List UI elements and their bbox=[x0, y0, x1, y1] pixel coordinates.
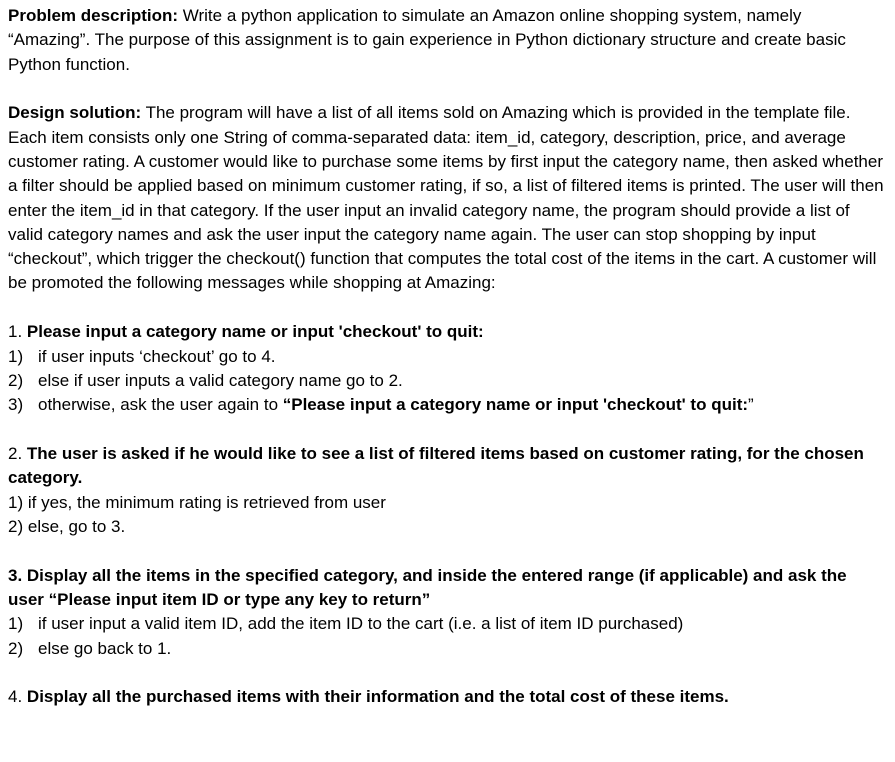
list-item-number: 1) bbox=[8, 492, 24, 512]
list-item bbox=[8, 369, 887, 393]
step-2-heading bbox=[8, 442, 887, 491]
step-1-title: Please input a category name or input 'checkout' to quit: bbox=[22, 322, 484, 342]
step-2-title: The user is asked if he would like to see a list of filtered items based on customer rating, for the chosen category. bbox=[8, 443, 864, 488]
step-1-heading bbox=[8, 320, 887, 344]
list-item-text: if yes, the minimum rating is retrieved from user bbox=[27, 492, 386, 512]
step-3-heading bbox=[8, 564, 887, 613]
list-item-number: 1) bbox=[8, 346, 24, 366]
step-4-number: 4. bbox=[8, 687, 23, 707]
step-4 bbox=[8, 685, 887, 709]
list-item-text bbox=[38, 393, 887, 417]
step-1-number: 1. bbox=[8, 322, 23, 342]
problem-text: Write a python application to simulate an Amazon online shopping system, namely “Amazing”. The purpose of this assignment is to gain experience in Python dictionary structure and create basic Python function. bbox=[8, 6, 846, 74]
list-item-text: else go back to 1. bbox=[38, 638, 172, 658]
list-item-text: else, go to 3. bbox=[27, 516, 126, 536]
list-item-post: ” bbox=[748, 395, 754, 415]
step-3 bbox=[8, 564, 887, 661]
list-item bbox=[8, 612, 887, 636]
problem-label: Problem description: bbox=[8, 6, 179, 25]
step-2-number: 2. bbox=[8, 443, 23, 463]
list-item-text: if user inputs ‘checkout’ go to 4. bbox=[38, 346, 276, 366]
step-3-title: 3. Display all the items in the specified category, and inside the entered range (if applicable) and ask the user “Please input item ID or type any key to return” bbox=[8, 565, 847, 609]
design-solution bbox=[8, 101, 887, 295]
list-item-number: 2) bbox=[8, 638, 24, 658]
step-2 bbox=[8, 442, 887, 539]
list-item bbox=[8, 345, 887, 369]
list-item-number: 2) bbox=[8, 370, 24, 390]
list-item-number: 1) bbox=[8, 614, 24, 634]
list-item-number: 3) bbox=[8, 395, 24, 415]
problem-description bbox=[8, 4, 887, 77]
list-item bbox=[8, 637, 887, 661]
list-item-text: if user input a valid item ID, add the item ID to the cart (i.e. a list of item ID purchased) bbox=[38, 614, 684, 634]
step-4-title: Display all the purchased items with their information and the total cost of these items. bbox=[22, 687, 729, 707]
list-item-number: 2) bbox=[8, 516, 24, 536]
list-item bbox=[8, 393, 887, 417]
design-label: Design solution: bbox=[8, 103, 142, 123]
list-item-pre: otherwise, ask the user again to bbox=[38, 395, 283, 415]
list-item bbox=[8, 491, 887, 515]
list-item bbox=[8, 515, 887, 539]
step-1 bbox=[8, 320, 887, 417]
list-item-bold: “Please input a category name or input 'checkout' to quit: bbox=[282, 395, 749, 415]
design-text: The program will have a list of all items sold on Amazing which is provided in the template file. Each item consists only one String of comma-separated data: item_id, category, description, price, and average customer rating. A customer would like to purchase some items by first input the category name, then asked whether a filter should be applied based on minimum customer rating, if so, a list of filtered items is printed. The user will then enter the item_id in that category. If the user input an invalid category name, the program should provide a list of valid category names and ask the user input the category name again. The user can stop shopping by input “checkout”, which trigger the checkout() function that computes the total cost of the items in the cart. A customer will be promoted the following messages while shopping at Amazing: bbox=[8, 103, 884, 293]
step-4-heading bbox=[8, 685, 887, 709]
list-item-text: else if user inputs a valid category name go to 2. bbox=[38, 370, 403, 390]
